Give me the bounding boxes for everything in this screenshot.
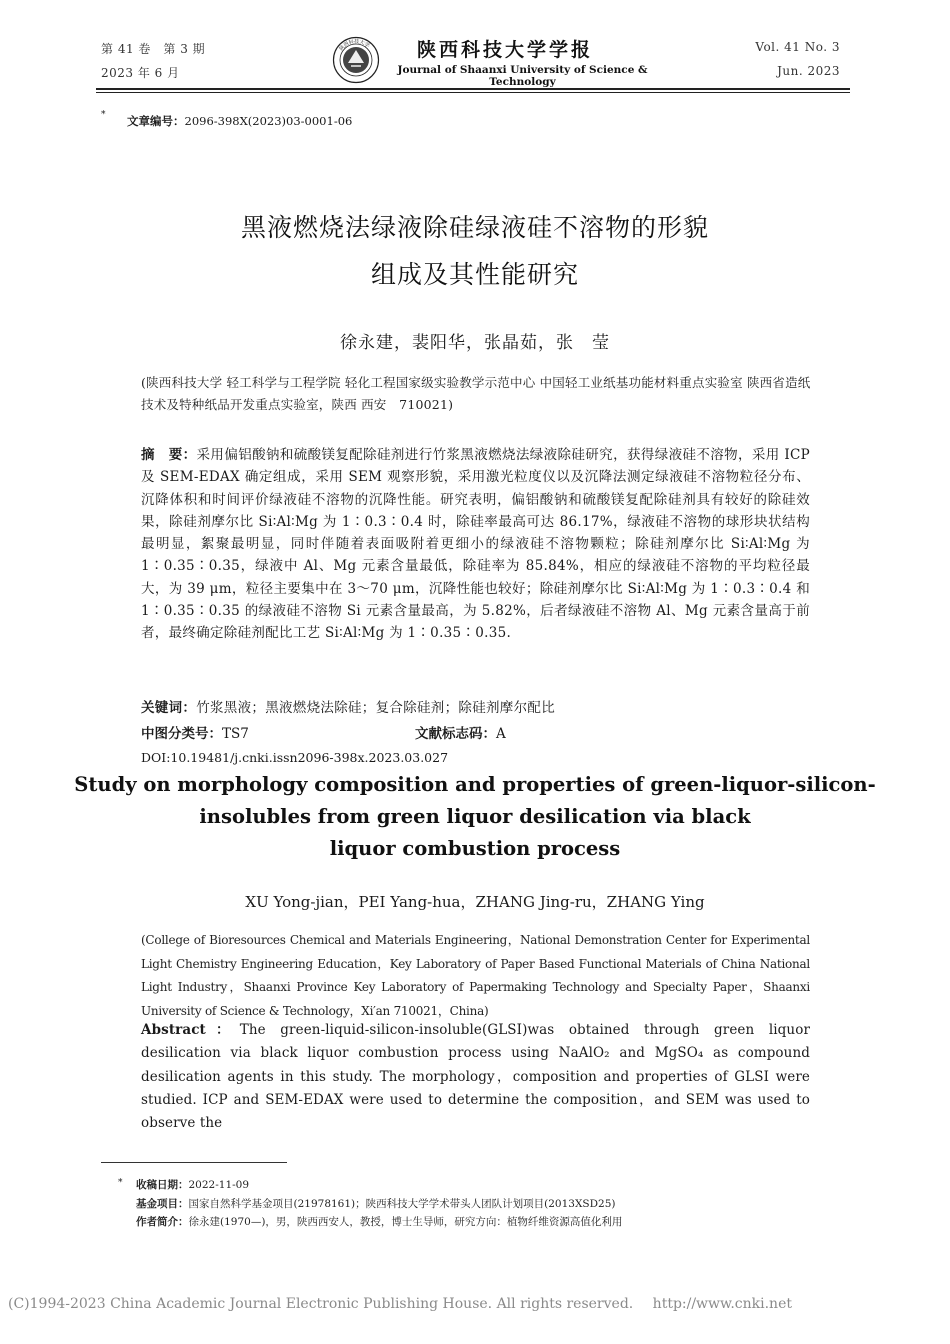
keywords-cn-label: 关键词：	[141, 700, 197, 716]
fund-label: 基金项目：	[136, 1197, 189, 1210]
keywords-cn	[141, 697, 810, 719]
affiliation-en: (College of Bioresources Chemical and Materials Engineering，National Demonstration Center for Experimental Light Chemistry Engineering Education，Key Laboratory of Paper Based Functional Materials of China National Light Industry，Shaanxi Province Key Laboratory of Papermaking Technology and Specialty Paper，Shaanxi University of Science & Technology，Xi′an 710021，China)	[141, 933, 810, 1018]
received-label: 收稿日期：	[136, 1179, 189, 1191]
footnote-marker: *	[118, 1178, 123, 1188]
article-number-label: 文章编号：	[127, 114, 185, 128]
document-code	[415, 722, 506, 742]
footnotes-block	[136, 1176, 836, 1232]
title-en-line1: Study on morphology composition and properties of green-liquor-silicon-	[74, 773, 876, 796]
authors-en: XU Yong-jian，PEI Yang-hua，ZHANG Jing-ru，ZHANG Ying	[245, 893, 705, 911]
header-date-en: Jun. 2023	[777, 64, 840, 78]
authors-cn: 徐永建，裴阳华，张晶茹，张 莹	[340, 333, 610, 353]
copyright-notice: (C)1994-2023 China Academic Journal Electronic Publishing House. All rights reserved.	[8, 1296, 634, 1312]
doc-code-label: 文献标志码：	[415, 726, 496, 742]
journal-title-cn: 陕西科技大学学报	[416, 39, 593, 61]
title-en-line3: liquor combustion process	[329, 837, 621, 860]
footnote-fund	[136, 1195, 836, 1214]
cnki-link[interactable]: http://www.cnki.net	[652, 1296, 792, 1312]
received-value: 2022-11-09	[188, 1179, 250, 1191]
abstract-en-text: The green-liquid-silicon-insoluble(GLSI)was obtained through green liquor desilication via black liquor combustion process using NaAlO₂ and MgSO₄ as compound desilication agents in this study. The morphology，composition and properties of GLSI were studied. ICP and SEM-EDAX were used to determine the composition，and SEM was used to observe the	[141, 1022, 810, 1132]
article-number-value: 2096-398X(2023)03-0001-06	[184, 114, 353, 128]
abstract-cn-text: 采用偏铝酸钠和硫酸镁复配除硅剂进行竹浆黑液燃烧法绿液除硅研究，获得绿液硅不溶物，采用 ICP 及 SEM-EDAX 确定组成，采用 SEM 观察形貌，采用激光粒度仪以及沉降法测定绿液硅不溶物粒径分布、沉降体积和时间评价绿液硅不溶物的沉降性能。研究表明，偏铝酸钠和硫酸镁复配除硅剂具有较好的除硅效果，除硅剂摩尔比 Si∶Al∶Mg 为 1∶0.3∶0.4 时，除硅率最高可达 86.17%，绿液硅不溶物的球形块状结构最明显，絮聚最明显，同时伴随着表面吸附着更细小的绿液硅不溶物颗粒；除硅剂摩尔比 Si∶Al∶Mg 为 1∶0.35∶0.35，绿液中 Al、Mg 元素含量最低，除硅率为 85.84%，相应的绿液硅不溶物的平均粒径最大，为 39 μm，粒径主要集中在 3～70 μm，沉降性能也较好；除硅剂摩尔比 Si∶Al∶Mg 为 1∶0.3∶0.4 和 1∶0.35∶0.35 的绿液硅不溶物 Si 元素含量最高，为 5.82%，后者绿液硅不溶物 Al、Mg 元素含量高于前者，最终确定除硅剂配比工艺 Si∶Al∶Mg 为 1∶0.35∶0.35.	[141, 447, 810, 642]
header-rule-bottom	[96, 92, 850, 93]
article-number-marker: *	[101, 110, 106, 120]
abstract-cn	[141, 444, 810, 645]
title-cn-line1: 黑液燃烧法绿液除硅绿液硅不溶物的形貌	[240, 213, 709, 242]
footnote-divider	[101, 1162, 287, 1163]
title-en-line2: insolubles from green liquor desilication via black	[199, 805, 751, 828]
header-rule-top	[96, 88, 850, 90]
doi: DOI:10.19481/j.cnki.issn2096-398x.2023.03.027	[141, 750, 449, 765]
doc-code-value: A	[496, 726, 506, 742]
abstract-en	[141, 1019, 810, 1135]
abstract-en-label: Abstract：	[141, 1022, 240, 1038]
header-date-cn: 2023 年 6 月	[101, 66, 180, 80]
affiliation-cn: (陕西科技大学 轻工科学与工程学院 轻化工程国家级实验教学示范中心 中国轻工业纸基功能材料重点实验室 陕西省造纸技术及特种纸品开发重点实验室，陕西 西安 710021)	[141, 375, 811, 412]
author-bio-label: 作者简介：	[136, 1216, 189, 1228]
footnote-author	[136, 1213, 836, 1232]
header-volume-issue-en: Vol. 41 No. 3	[755, 40, 840, 54]
clc-value: TS7	[222, 726, 249, 742]
author-bio-value: 徐永建(1970—)，男，陕西西安人，教授，博士生导师，研究方向：植物纤维资源高值化利用	[188, 1216, 623, 1228]
fund-value: 国家自然科学基金项目(21978161)；陕西科技大学学术带头人团队计划项目(2013XSD25)	[188, 1197, 616, 1210]
article-number	[127, 113, 352, 129]
header-volume-issue-cn: 第 41 卷 第 3 期	[101, 42, 206, 56]
journal-title-en: Journal of Shaanxi University of Science & Technology	[397, 64, 648, 88]
clc-label: 中图分类号：	[141, 726, 222, 742]
title-cn-line2: 组成及其性能研究	[370, 260, 579, 289]
abstract-cn-label: 摘 要：	[141, 447, 197, 463]
footnote-received	[136, 1176, 836, 1195]
classification-row	[141, 722, 249, 742]
keywords-cn-text: 竹浆黑液；黑液燃烧法除硅；复合除硅剂；除硅剂摩尔配比	[196, 700, 556, 716]
logo-text: 陕西科技大学	[338, 38, 371, 53]
